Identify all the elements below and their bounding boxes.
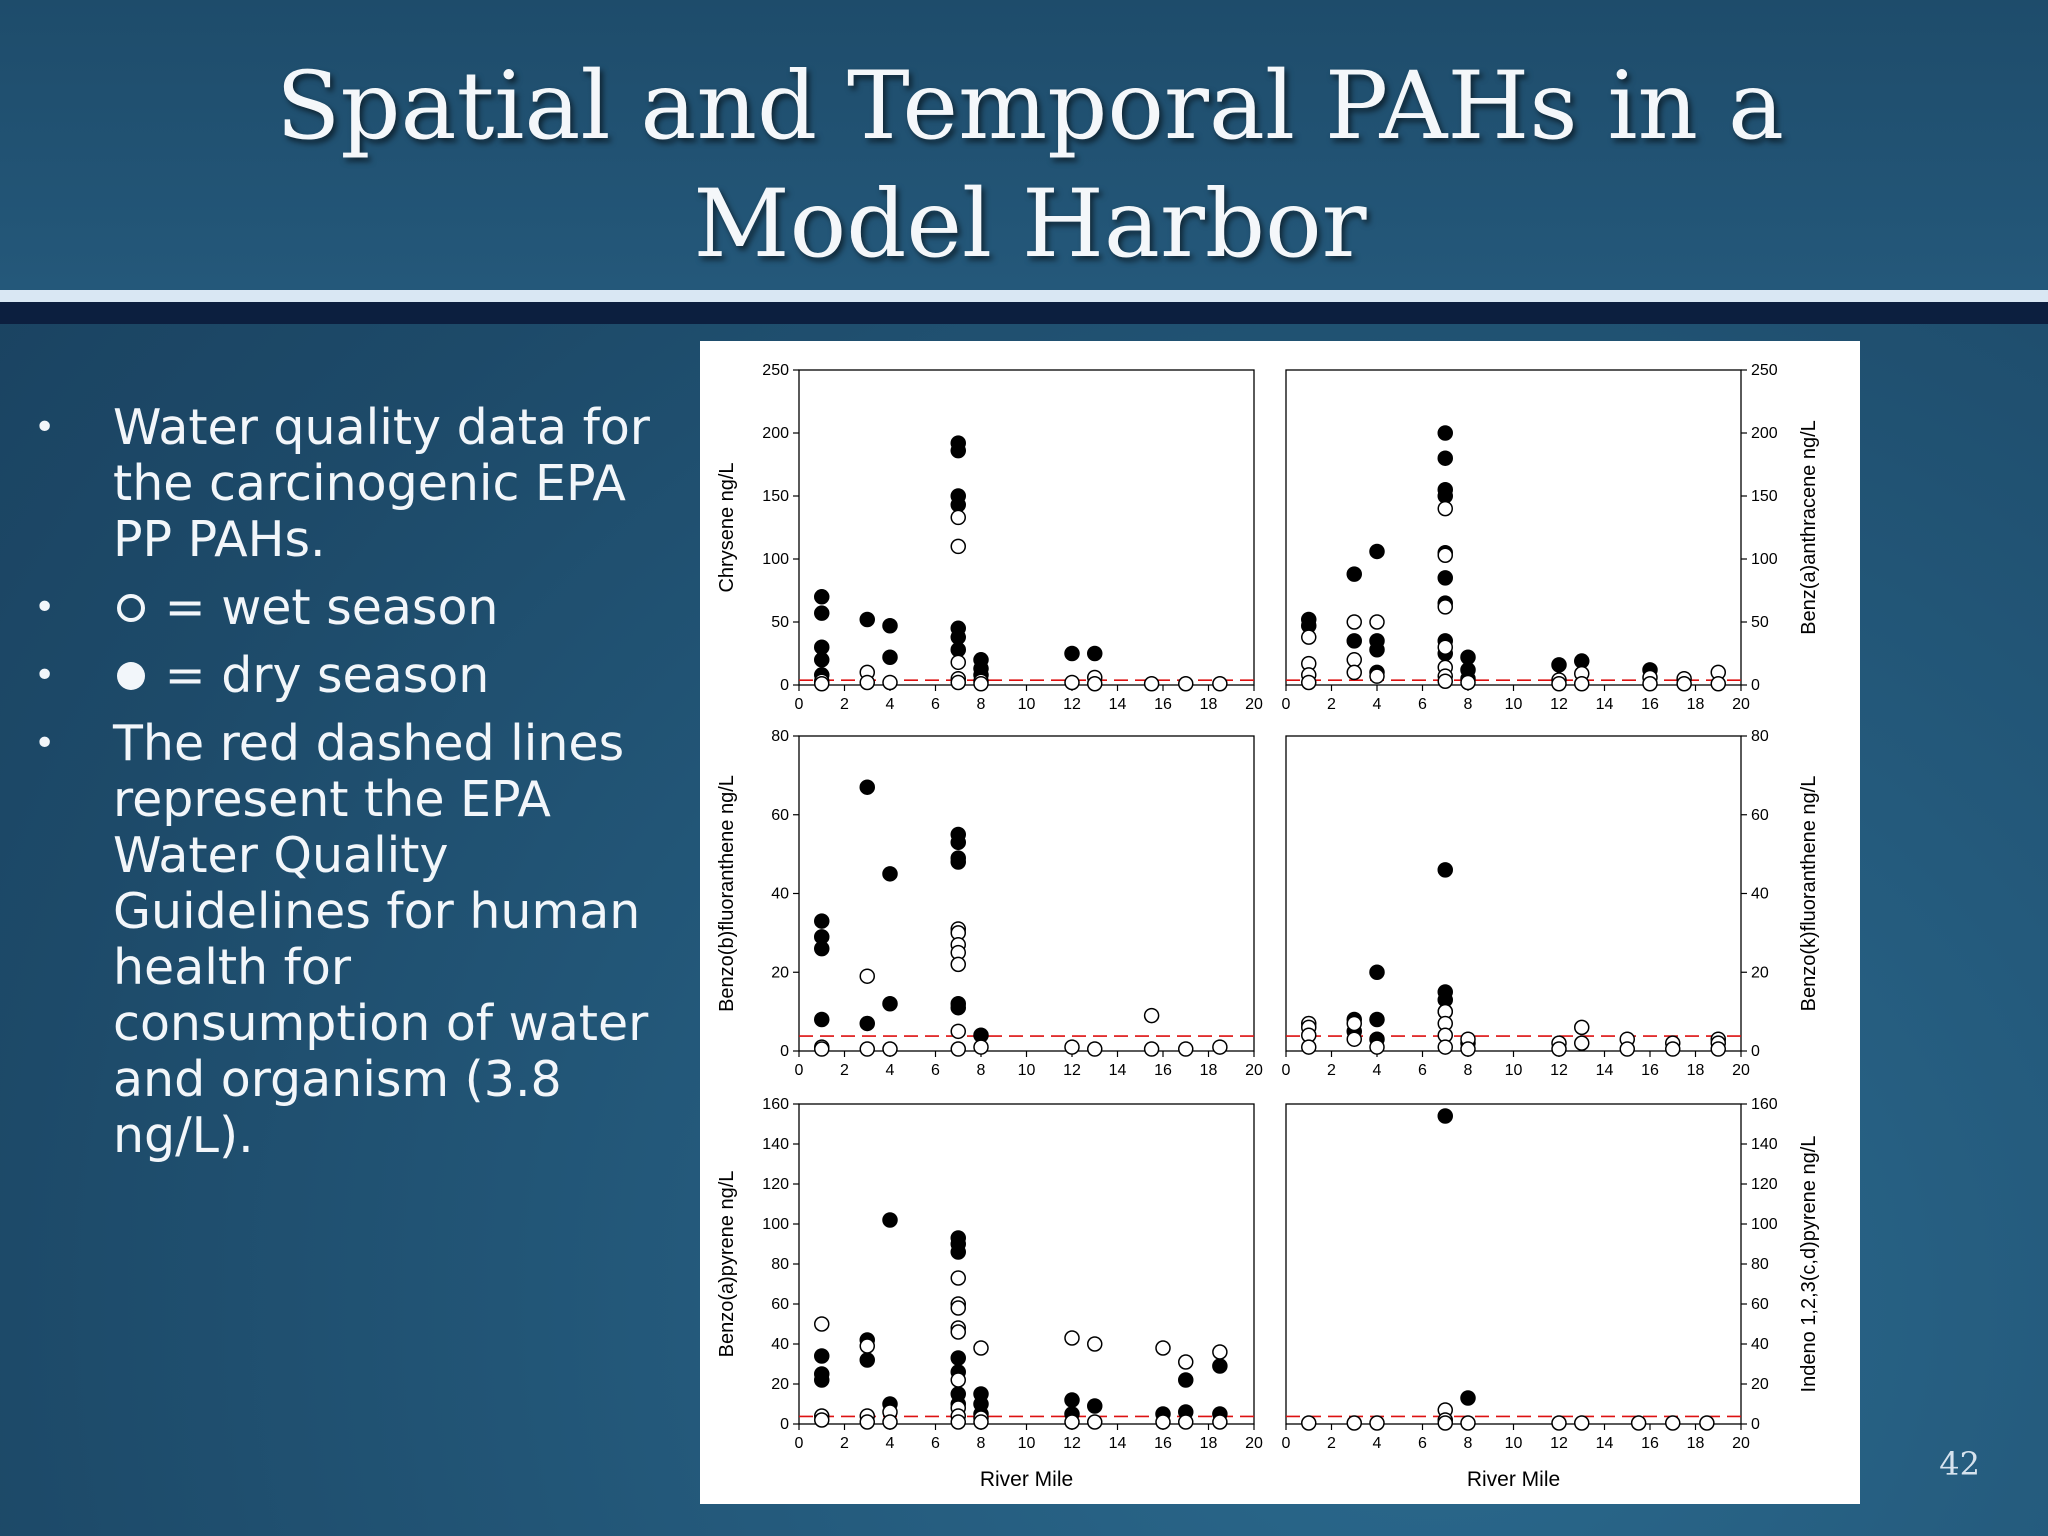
- x-tick-label: 10: [1017, 1435, 1036, 1452]
- y-tick-label: 50: [771, 614, 789, 631]
- wet-season-point: [860, 1042, 874, 1056]
- open-circle-icon: [117, 594, 145, 622]
- wet-season-point: [1302, 1040, 1316, 1054]
- wet-season-point: [1370, 615, 1384, 629]
- x-tick-label: 14: [1108, 696, 1127, 713]
- wet-season-point: [1438, 548, 1452, 562]
- x-tick-label: 16: [1641, 1062, 1659, 1079]
- bullet-list: [34, 400, 674, 1176]
- wet-season-point: [1620, 1042, 1634, 1056]
- y-tick-label: 40: [1751, 1336, 1769, 1353]
- y-tick-label: 0: [1751, 1416, 1760, 1433]
- x-tick-label: 4: [885, 696, 895, 713]
- wet-season-point: [1302, 1416, 1316, 1430]
- wet-season-point: [1711, 677, 1725, 691]
- dry-season-point: [883, 867, 897, 881]
- x-tick-label: 14: [1108, 1435, 1127, 1452]
- y-tick-label: 250: [1751, 362, 1778, 379]
- bullet-item: [34, 716, 674, 1164]
- wet-season-point: [1461, 1416, 1475, 1430]
- y-axis-label: Benzo(b)fluoranthene ng/L: [716, 775, 738, 1012]
- wet-season-point: [1088, 1415, 1102, 1429]
- dry-season-point: [815, 1349, 829, 1363]
- slide-title-line-1: Spatial and Temporal PAHs in a: [275, 52, 1785, 161]
- wet-season-point: [815, 677, 829, 691]
- bullet-text-guideline: The red dashed lines represent the EPA Water Quality Guidelines for human health for consumption of water and organism (3.8 ng/L).: [113, 715, 649, 1164]
- wet-season-point: [860, 675, 874, 689]
- wet-season-point: [1370, 669, 1384, 683]
- wet-season-point: [951, 1042, 965, 1056]
- dry-season-point: [883, 619, 897, 633]
- wet-season-point: [883, 1415, 897, 1429]
- wet-season-point: [1088, 1042, 1102, 1056]
- y-tick-label: 0: [1751, 677, 1760, 694]
- y-tick-label: 80: [771, 728, 789, 745]
- wet-season-point: [1370, 1416, 1384, 1430]
- x-axis-label: River Mile: [979, 1468, 1074, 1491]
- dry-season-point: [1438, 426, 1452, 440]
- x-tick-label: 16: [1154, 1435, 1172, 1452]
- x-tick-label: 14: [1595, 1062, 1614, 1079]
- y-tick-label: 50: [1751, 614, 1769, 631]
- wet-season-point: [860, 1415, 874, 1429]
- dry-season-point: [1370, 544, 1384, 558]
- dry-season-point: [860, 780, 874, 794]
- bullet-dot: •: [34, 655, 56, 696]
- x-tick-label: 8: [976, 696, 986, 713]
- dry-season-point: [1088, 647, 1102, 661]
- x-tick-label: 10: [1504, 1435, 1523, 1452]
- bullet-text-data-description: Water quality data for the carcinogenic EPA PP PAHs.: [113, 399, 650, 568]
- y-tick-label: 120: [1751, 1176, 1778, 1193]
- y-tick-label: 100: [1751, 1216, 1778, 1233]
- dry-season-point: [1370, 1013, 1384, 1027]
- wet-season-point: [974, 1341, 988, 1355]
- bullet-dot: •: [34, 587, 56, 628]
- x-tick-label: 20: [1732, 696, 1750, 713]
- x-tick-label: 0: [1281, 1435, 1291, 1452]
- y-tick-label: 60: [1751, 806, 1769, 824]
- y-axis-label: Indeno 1,2,3(c,d)pyrene ng/L: [1798, 1135, 1820, 1393]
- dry-season-point: [951, 1001, 965, 1015]
- dry-season-point: [951, 1245, 965, 1259]
- y-tick-label: 140: [762, 1136, 789, 1153]
- x-tick-label: 6: [1418, 1435, 1427, 1452]
- wet-season-point: [1145, 1009, 1159, 1023]
- x-tick-label: 18: [1199, 696, 1218, 713]
- x-tick-label: 8: [976, 1435, 986, 1452]
- y-tick-label: 160: [762, 1096, 789, 1113]
- wet-season-point: [1302, 630, 1316, 644]
- wet-season-point: [1179, 677, 1193, 691]
- dry-season-point: [1213, 1359, 1227, 1373]
- x-tick-label: 10: [1504, 696, 1523, 713]
- dry-season-point: [815, 942, 829, 956]
- y-tick-label: 100: [762, 1216, 789, 1233]
- x-tick-label: 16: [1641, 696, 1659, 713]
- wet-season-point: [951, 1301, 965, 1315]
- wet-season-point: [1179, 1355, 1193, 1369]
- wet-season-point: [1065, 1040, 1079, 1054]
- wet-season-point: [1666, 1042, 1680, 1056]
- wet-season-point: [1156, 1341, 1170, 1355]
- wet-season-point: [815, 1042, 829, 1056]
- wet-season-point: [1213, 1415, 1227, 1429]
- page-number: 42: [1939, 1445, 1980, 1483]
- y-tick-label: 60: [1751, 1296, 1769, 1313]
- x-tick-label: 8: [976, 1062, 986, 1079]
- y-tick-label: 60: [771, 1296, 789, 1313]
- slide-title: [150, 48, 1910, 284]
- dry-season-point: [815, 606, 829, 620]
- wet-season-point: [1156, 1415, 1170, 1429]
- y-tick-label: 20: [771, 1376, 789, 1393]
- dry-season-point: [1438, 1109, 1452, 1123]
- x-tick-label: 18: [1686, 1062, 1705, 1079]
- dry-season-point: [951, 1351, 965, 1365]
- wet-season-point: [1711, 1042, 1725, 1056]
- dry-season-point: [883, 1213, 897, 1227]
- wet-season-point: [974, 1415, 988, 1429]
- wet-season-point: [1438, 674, 1452, 688]
- x-tick-label: 10: [1504, 1062, 1523, 1079]
- wet-season-point: [1145, 677, 1159, 691]
- y-tick-label: 20: [1751, 1376, 1769, 1393]
- y-tick-label: 80: [771, 1256, 789, 1273]
- dry-season-point: [1438, 451, 1452, 465]
- dry-season-point: [1370, 643, 1384, 657]
- wet-season-point: [951, 539, 965, 553]
- x-tick-label: 14: [1595, 1435, 1614, 1452]
- wet-season-point: [1347, 615, 1361, 629]
- y-tick-label: 20: [771, 964, 789, 982]
- plot-frame: [1286, 736, 1741, 1051]
- title-divider-dark: [0, 302, 2048, 324]
- wet-season-point: [1438, 1040, 1452, 1054]
- dry-season-point: [815, 653, 829, 667]
- y-axis-label: Benz(a)anthracene ng/L: [1798, 420, 1820, 635]
- wet-season-point: [1461, 675, 1475, 689]
- wet-season-point: [1666, 1416, 1680, 1430]
- wet-season-point: [951, 1415, 965, 1429]
- dry-season-point: [883, 997, 897, 1011]
- wet-season-point: [951, 655, 965, 669]
- wet-season-point: [974, 1040, 988, 1054]
- wet-season-point: [1575, 1020, 1589, 1034]
- y-tick-label: 250: [762, 362, 789, 379]
- x-tick-label: 6: [931, 696, 940, 713]
- y-tick-label: 60: [771, 806, 789, 824]
- x-tick-label: 6: [1418, 696, 1427, 713]
- bullet-text-dry-season: = dry season: [164, 647, 490, 704]
- x-tick-label: 12: [1063, 1062, 1081, 1079]
- dry-season-point: [1438, 571, 1452, 585]
- x-tick-label: 6: [1418, 1062, 1427, 1079]
- x-tick-label: 12: [1063, 696, 1081, 713]
- dry-season-point: [883, 650, 897, 664]
- wet-season-point: [1575, 1036, 1589, 1050]
- x-tick-label: 6: [931, 1435, 940, 1452]
- y-tick-label: 40: [771, 1336, 789, 1353]
- dry-season-point: [815, 590, 829, 604]
- x-tick-label: 12: [1550, 1062, 1568, 1079]
- y-tick-label: 200: [1751, 425, 1778, 442]
- x-tick-label: 2: [840, 1435, 849, 1452]
- x-tick-label: 18: [1199, 1062, 1218, 1079]
- wet-season-point: [1700, 1416, 1714, 1430]
- dry-season-point: [1347, 634, 1361, 648]
- dry-season-point: [815, 1013, 829, 1027]
- x-tick-label: 18: [1686, 696, 1705, 713]
- x-tick-label: 20: [1245, 696, 1263, 713]
- x-tick-label: 4: [885, 1062, 895, 1079]
- pah-scatter-figure: [700, 341, 1860, 1504]
- y-axis-label: Chrysene ng/L: [716, 462, 738, 593]
- wet-season-point: [1552, 1042, 1566, 1056]
- wet-season-point: [860, 969, 874, 983]
- y-tick-label: 160: [1751, 1096, 1778, 1113]
- dry-season-point: [1370, 965, 1384, 979]
- x-tick-label: 4: [885, 1435, 895, 1452]
- wet-season-point: [1088, 1337, 1102, 1351]
- wet-season-point: [1643, 677, 1657, 691]
- y-tick-label: 150: [1751, 488, 1778, 505]
- x-tick-label: 2: [1327, 1062, 1336, 1079]
- x-tick-label: 14: [1595, 696, 1614, 713]
- x-tick-label: 12: [1063, 1435, 1081, 1452]
- wet-season-point: [815, 1317, 829, 1331]
- dry-season-point: [951, 444, 965, 458]
- wet-season-point: [1065, 1415, 1079, 1429]
- dry-season-point: [1065, 647, 1079, 661]
- y-tick-label: 0: [780, 1043, 789, 1060]
- dry-season-point: [815, 1373, 829, 1387]
- x-tick-label: 0: [1281, 696, 1291, 713]
- wet-season-point: [1179, 1042, 1193, 1056]
- plot-frame: [799, 370, 1254, 685]
- x-tick-label: 16: [1154, 1062, 1172, 1079]
- dry-season-point: [951, 835, 965, 849]
- y-tick-label: 150: [762, 488, 789, 505]
- wet-season-point: [1575, 677, 1589, 691]
- wet-season-point: [815, 1413, 829, 1427]
- wet-season-point: [1088, 677, 1102, 691]
- wet-season-point: [1213, 1345, 1227, 1359]
- figure-panel: [700, 341, 1860, 1504]
- dry-season-point: [951, 855, 965, 869]
- dry-season-point: [860, 612, 874, 626]
- dry-season-point: [860, 1016, 874, 1030]
- y-tick-label: 80: [1751, 1256, 1769, 1273]
- dry-season-point: [1088, 1399, 1102, 1413]
- title-divider-light: [0, 290, 2048, 302]
- bullet-dot: •: [34, 407, 56, 448]
- x-tick-label: 20: [1732, 1062, 1750, 1079]
- wet-season-point: [1347, 665, 1361, 679]
- x-tick-label: 8: [1463, 1062, 1473, 1079]
- x-tick-label: 10: [1017, 1062, 1036, 1079]
- wet-season-point: [1213, 1040, 1227, 1054]
- x-tick-label: 4: [1372, 1435, 1382, 1452]
- x-tick-label: 0: [794, 1435, 804, 1452]
- wet-season-point: [1370, 1040, 1384, 1054]
- x-tick-label: 18: [1199, 1435, 1218, 1452]
- dry-season-point: [1552, 658, 1566, 672]
- slide-title-line-2: Model Harbor: [693, 170, 1367, 279]
- y-tick-label: 0: [780, 1416, 789, 1433]
- y-tick-label: 40: [771, 885, 789, 903]
- wet-season-point: [1065, 675, 1079, 689]
- wet-season-point: [1438, 640, 1452, 654]
- wet-season-point: [951, 510, 965, 524]
- x-tick-label: 12: [1550, 1435, 1568, 1452]
- x-tick-label: 18: [1686, 1435, 1705, 1452]
- y-tick-label: 100: [1751, 551, 1778, 568]
- dry-season-point: [860, 1353, 874, 1367]
- x-tick-label: 16: [1154, 696, 1172, 713]
- y-axis-label: Benzo(k)fluoranthene ng/L: [1798, 775, 1820, 1012]
- wet-season-point: [1438, 600, 1452, 614]
- dry-season-point: [1347, 567, 1361, 581]
- wet-season-point: [1347, 1016, 1361, 1030]
- wet-season-point: [951, 1325, 965, 1339]
- x-tick-label: 4: [1372, 696, 1382, 713]
- bullet-item: [34, 580, 674, 636]
- wet-season-point: [1461, 1042, 1475, 1056]
- wet-season-point: [951, 675, 965, 689]
- x-tick-label: 2: [840, 1062, 849, 1079]
- dry-season-point: [1461, 1391, 1475, 1405]
- dry-season-point: [1438, 863, 1452, 877]
- wet-season-point: [951, 1373, 965, 1387]
- wet-season-point: [1632, 1416, 1646, 1430]
- y-tick-label: 0: [780, 677, 789, 694]
- wet-season-point: [951, 1271, 965, 1285]
- wet-season-point: [1438, 502, 1452, 516]
- y-tick-label: 140: [1751, 1136, 1778, 1153]
- wet-season-point: [1145, 1042, 1159, 1056]
- y-tick-label: 20: [1751, 964, 1769, 982]
- wet-season-point: [883, 675, 897, 689]
- wet-season-point: [1552, 677, 1566, 691]
- plot-frame: [1286, 1104, 1741, 1424]
- wet-season-point: [1179, 1415, 1193, 1429]
- wet-season-point: [1065, 1331, 1079, 1345]
- x-tick-label: 2: [1327, 696, 1336, 713]
- wet-season-point: [1575, 1416, 1589, 1430]
- bullet-item: [34, 400, 674, 568]
- x-tick-label: 14: [1108, 1062, 1127, 1079]
- filled-circle-icon: [117, 662, 145, 690]
- x-tick-label: 16: [1641, 1435, 1659, 1452]
- bullet-item: [34, 648, 674, 704]
- dry-season-point: [815, 914, 829, 928]
- dry-season-point: [1179, 1373, 1193, 1387]
- bullet-dot: •: [34, 723, 56, 764]
- wet-season-point: [1213, 677, 1227, 691]
- y-tick-label: 200: [762, 425, 789, 442]
- y-tick-label: 80: [1751, 728, 1769, 745]
- wet-season-point: [1347, 1032, 1361, 1046]
- y-tick-label: 0: [1751, 1043, 1760, 1060]
- wet-season-point: [1347, 1416, 1361, 1430]
- y-axis-label: Benzo(a)pyrene ng/L: [716, 1170, 738, 1358]
- x-tick-label: 8: [1463, 1435, 1473, 1452]
- wet-season-point: [951, 957, 965, 971]
- y-tick-label: 120: [762, 1176, 789, 1193]
- wet-season-point: [951, 1024, 965, 1038]
- x-tick-label: 0: [794, 1062, 804, 1079]
- x-tick-label: 20: [1732, 1435, 1750, 1452]
- x-tick-label: 6: [931, 1062, 940, 1079]
- x-tick-label: 4: [1372, 1062, 1382, 1079]
- wet-season-point: [974, 677, 988, 691]
- x-tick-label: 20: [1245, 1435, 1263, 1452]
- x-tick-label: 2: [840, 696, 849, 713]
- x-tick-label: 2: [1327, 1435, 1336, 1452]
- wet-season-point: [1552, 1416, 1566, 1430]
- dry-season-point: [1065, 1393, 1079, 1407]
- bullet-text-wet-season: = wet season: [164, 579, 499, 636]
- x-tick-label: 0: [794, 696, 804, 713]
- wet-season-point: [860, 1339, 874, 1353]
- y-tick-label: 40: [1751, 885, 1769, 903]
- y-tick-label: 100: [762, 551, 789, 568]
- wet-season-point: [1302, 675, 1316, 689]
- x-tick-label: 12: [1550, 696, 1568, 713]
- x-tick-label: 20: [1245, 1062, 1263, 1079]
- x-axis-label: River Mile: [1466, 1468, 1561, 1491]
- x-tick-label: 10: [1017, 696, 1036, 713]
- wet-season-point: [1677, 677, 1691, 691]
- wet-season-point: [883, 1042, 897, 1056]
- x-tick-label: 8: [1463, 696, 1473, 713]
- x-tick-label: 0: [1281, 1062, 1291, 1079]
- wet-season-point: [1438, 1416, 1452, 1430]
